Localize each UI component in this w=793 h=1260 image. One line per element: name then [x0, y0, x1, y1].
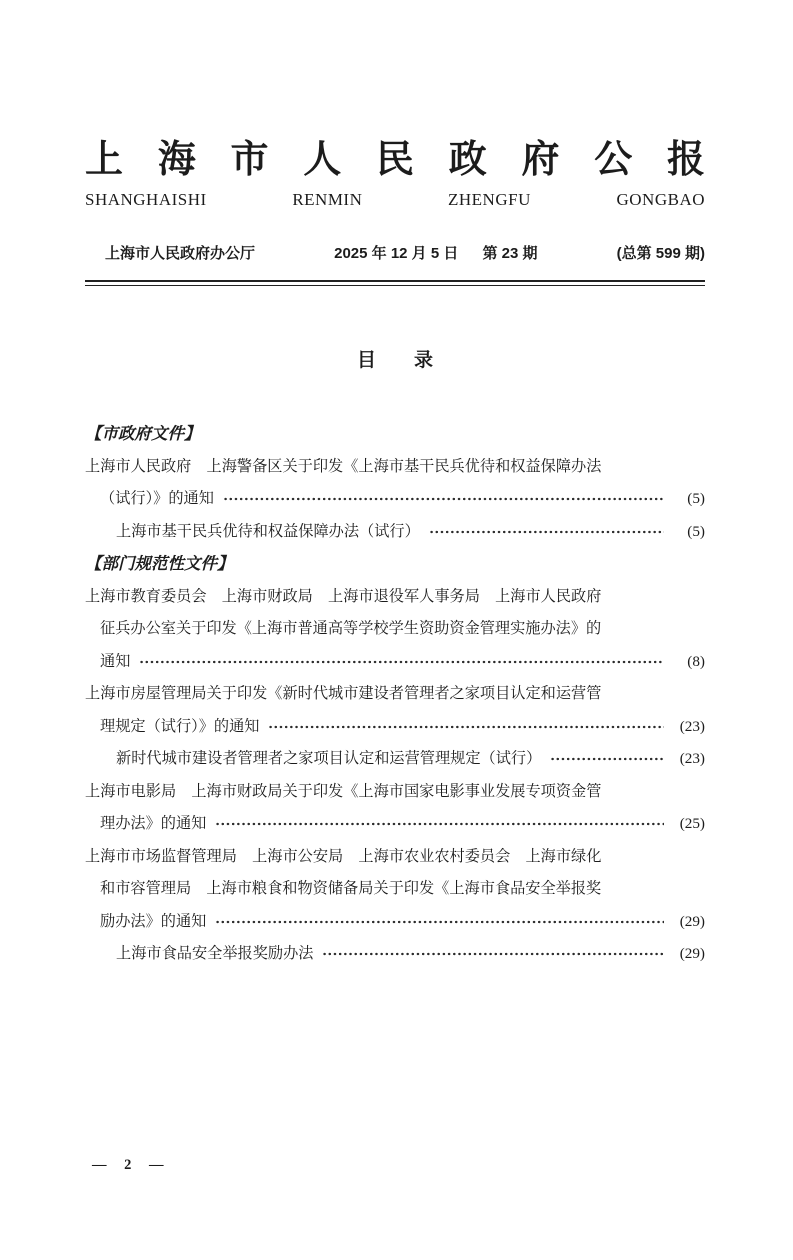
- dot-leader: [322, 950, 664, 958]
- toc-entry-text: 上海市房屋管理局关于印发《新时代城市建设者管理者之家项目认定和运营管: [85, 685, 602, 702]
- toc-entry-text: 上海市教育委员会 上海市财政局 上海市退役军人事务局 上海市人民政府: [85, 587, 602, 605]
- toc-entry-text: 上海市食品安全举报奖励办法: [116, 945, 314, 962]
- toc-entry-line: [85, 906, 705, 939]
- dot-leader: [215, 918, 664, 926]
- masthead-info-row: [85, 243, 705, 265]
- toc-entry-line: [85, 711, 705, 744]
- total-issue-number: (总第 599 期): [616, 245, 705, 262]
- toc-entry-line: [85, 581, 705, 614]
- toc-entry-text: 上海市电影局 上海市财政局关于印发《上海市国家电影事业发展专项资金管: [85, 782, 602, 800]
- dot-leader: [550, 755, 664, 763]
- toc-page-number: (8): [687, 652, 705, 670]
- page-footer: [92, 1157, 171, 1174]
- gazette-page: [0, 138, 793, 1260]
- toc-entry-text: 【部门规范性文件】: [85, 554, 234, 573]
- toc-entry-line: [85, 776, 705, 809]
- issuer-name: 上海市人民政府办公厅: [105, 245, 256, 262]
- toc-entry-line: [85, 873, 705, 906]
- toc-heading: 目 录: [356, 350, 433, 371]
- toc-entry-line: [85, 613, 705, 646]
- gazette-pinyin: SHANGHAISHI RENMIN ZHENGFU GONGBAO: [85, 190, 705, 209]
- toc-entry-text: 【市政府文件】: [85, 424, 201, 443]
- toc-entry-text: （试行）》的通知: [100, 490, 214, 507]
- toc-page-number: (5): [687, 490, 705, 507]
- dot-leader: [139, 658, 664, 666]
- issue-date-group: [334, 243, 537, 265]
- toc-entry-text: 和市容管理局 上海市粮食和物资储备局关于印发《上海市食品安全举报奖: [100, 880, 602, 897]
- toc-entry-text: 上海市基干民兵优待和权益保障办法（试行）: [116, 522, 420, 540]
- toc-entry-line: [85, 743, 705, 776]
- dot-leader: [268, 723, 664, 731]
- dot-leader: [215, 820, 664, 828]
- toc-entry-text: 励办法》的通知: [100, 912, 207, 930]
- toc-entry-line: [85, 451, 705, 484]
- toc-entry-line: [85, 646, 705, 679]
- toc-entry-text: 上海市市场监督管理局 上海市公安局 上海市农业农村委员会 上海市绿化: [85, 847, 602, 865]
- toc-entry-line: [85, 678, 705, 711]
- toc-page-number: (29): [679, 945, 705, 962]
- toc-page-number: (5): [687, 522, 705, 540]
- toc-page-number: (23): [679, 717, 705, 735]
- toc-entry-text: 理规定（试行）》的通知: [100, 717, 260, 735]
- toc-section-heading: [85, 418, 705, 451]
- toc-entry-line: [85, 483, 705, 516]
- toc-entry-line: [85, 841, 705, 874]
- toc-page-number: (29): [679, 912, 705, 930]
- toc-section-heading: [85, 548, 705, 581]
- issue-date: 2025 年 12 月 5 日: [334, 245, 459, 262]
- toc-entry-text: 新时代城市建设者管理者之家项目认定和运营管理规定（试行）: [116, 750, 542, 767]
- gazette-title: 上海市人民政府公报: [85, 139, 705, 181]
- double-rule-divider: [85, 280, 705, 286]
- masthead: [85, 138, 705, 286]
- toc-entry-line: [85, 516, 705, 549]
- dot-leader: [429, 528, 664, 536]
- toc-entry-text: 上海市人民政府 上海警备区关于印发《上海市基干民兵优待和权益保障办法: [85, 457, 602, 475]
- page-number: — 2 —: [92, 1157, 171, 1173]
- toc-entry-line: [85, 808, 705, 841]
- issue-number: 第 23 期: [482, 245, 538, 262]
- toc-entry-text: 通知: [100, 652, 131, 670]
- toc-entry-text: 理办法》的通知: [100, 815, 207, 832]
- toc-entry-text: 征兵办公室关于印发《上海市普通高等学校学生资助资金管理实施办法》的: [100, 620, 602, 637]
- toc-list: [85, 418, 705, 971]
- toc-page-number: (25): [679, 815, 705, 832]
- toc-entry-line: [85, 938, 705, 971]
- toc-page-number: (23): [679, 750, 705, 767]
- dot-leader: [223, 495, 664, 503]
